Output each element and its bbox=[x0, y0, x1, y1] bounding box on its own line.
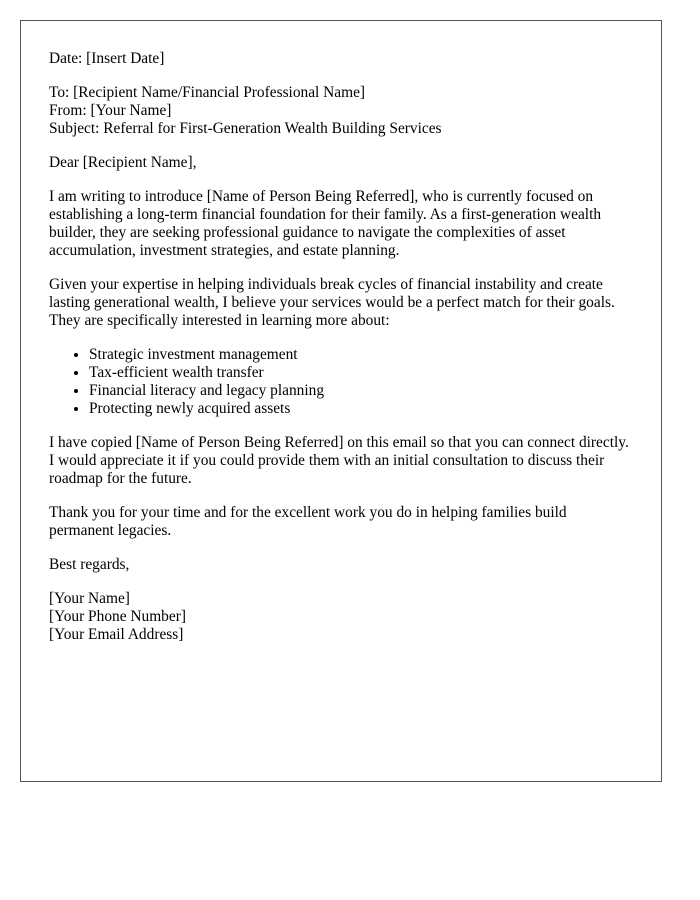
list-item: • Tax-efficient wealth transfer bbox=[89, 364, 633, 382]
signature-email: [Your Email Address] bbox=[49, 626, 184, 643]
date-line: Date: [Insert Date] bbox=[49, 50, 165, 67]
body-paragraph-4: Thank you for your time and for the excellent work you do in helping families build permanent legacies. bbox=[49, 504, 567, 539]
closing: Best regards, bbox=[49, 556, 130, 573]
signature-phone: [Your Phone Number] bbox=[49, 608, 186, 625]
signature-name: [Your Name] bbox=[49, 590, 130, 607]
body-paragraph-3: I have copied [Name of Person Being Referred] on this email so that you can connect directly. I would appreciate it if you could provide them with an initial consultation to discuss their roadmap for the future. bbox=[49, 434, 629, 487]
subject-line: Subject: Referral for First-Generation Wealth Building Services bbox=[49, 120, 442, 137]
body-paragraph-1: I am writing to introduce [Name of Person Being Referred], who is currently focused on establishing a long-term financial foundation for their family. As a first-generation wealth builder, they are seeking professional guidance to navigate the complexities of asset accumulation, investment strategies, and estate planning. bbox=[49, 188, 602, 259]
letter-page bbox=[20, 20, 662, 782]
to-line: To: [Recipient Name/Financial Professional Name] bbox=[49, 84, 366, 101]
body-paragraph-2: Given your expertise in helping individuals break cycles of financial instability and create lasting generational wealth, I believe your services would be a perfect match for their goals. They are specifically interested in learning more about: bbox=[49, 276, 615, 329]
interests-list bbox=[49, 346, 633, 418]
list-item: • Protecting newly acquired assets bbox=[89, 400, 633, 418]
signature-block bbox=[49, 590, 633, 644]
list-item: • Strategic investment management bbox=[89, 346, 633, 364]
from-line: From: [Your Name] bbox=[49, 102, 172, 119]
salutation: Dear [Recipient Name], bbox=[49, 154, 197, 171]
list-item: • Financial literacy and legacy planning bbox=[89, 382, 633, 400]
letter-header bbox=[49, 84, 633, 138]
